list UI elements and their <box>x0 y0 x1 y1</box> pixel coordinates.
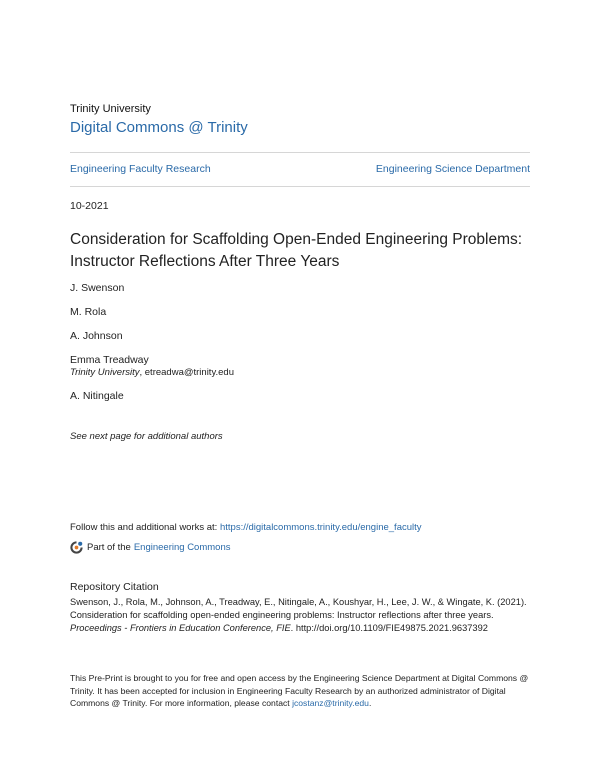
author-name: A. Nitingale <box>70 390 124 402</box>
publication-date: 10-2021 <box>70 200 109 212</box>
collection-url-link[interactable]: https://digitalcommons.trinity.edu/engine_faculty <box>219 522 422 533</box>
affiliation-email: , etreadwa@trinity.edu <box>139 367 234 378</box>
follow-line <box>70 522 422 533</box>
engineering-commons-link[interactable]: Engineering Commons <box>133 542 231 553</box>
citation-part-1: Swenson, J., Rola, M., Johnson, A., Treadway, E., Nitingale, A., Koushyar, H., Lee, J. W., & Wingate, K. (2021). Consideration for scaffolding open-ended engineering problems: Instructor reflections after three years. <box>70 597 527 620</box>
citation-journal: Proceedings - Frontiers in Education Conference, FIE <box>70 623 291 633</box>
author-name: M. Rola <box>70 306 107 318</box>
divider-bottom <box>70 186 530 187</box>
repository-link[interactable]: Digital Commons @ Trinity <box>70 119 248 136</box>
author-name: A. Johnson <box>70 330 123 342</box>
part-of-prefix: Part of the <box>87 542 131 553</box>
commons-network-icon <box>70 541 83 554</box>
citation-text <box>70 596 535 635</box>
institution-name: Trinity University <box>70 103 151 115</box>
collection-link[interactable]: Engineering Faculty Research <box>70 163 211 175</box>
divider-top <box>70 152 530 153</box>
department-link[interactable]: Engineering Science Department <box>375 163 530 175</box>
author-name: Emma Treadway <box>70 354 149 366</box>
see-next-page-note: See next page for additional authors <box>70 431 223 442</box>
access-notice <box>70 672 535 710</box>
author-affiliation <box>70 367 234 378</box>
follow-prefix: Follow this and additional works at: <box>70 522 220 533</box>
repository-citation-heading: Repository Citation <box>70 581 159 593</box>
affiliation-org: Trinity University <box>70 367 140 378</box>
notice-end: . <box>368 698 372 708</box>
author-name: J. Swenson <box>70 282 125 294</box>
paper-title: Consideration for Scaffolding Open-Ended Engineering Problems: Instructor Reflections After Three Years <box>70 231 523 270</box>
notice-text: This Pre-Print is brought to you for free and open access by the Engineering Science Department at Digital Commons @ Trinity. It has been accepted for inclusion in Engineering Faculty Research by an authorized administrator of Digital Commons @ Trinity. For more information, please contact <box>70 673 529 708</box>
part-of-line <box>70 541 230 554</box>
contact-email-link[interactable]: jcostanz@trinity.edu <box>292 698 369 708</box>
citation-part-2: . http://doi.org/10.1109/FIE49875.2021.9637392 <box>290 623 488 633</box>
